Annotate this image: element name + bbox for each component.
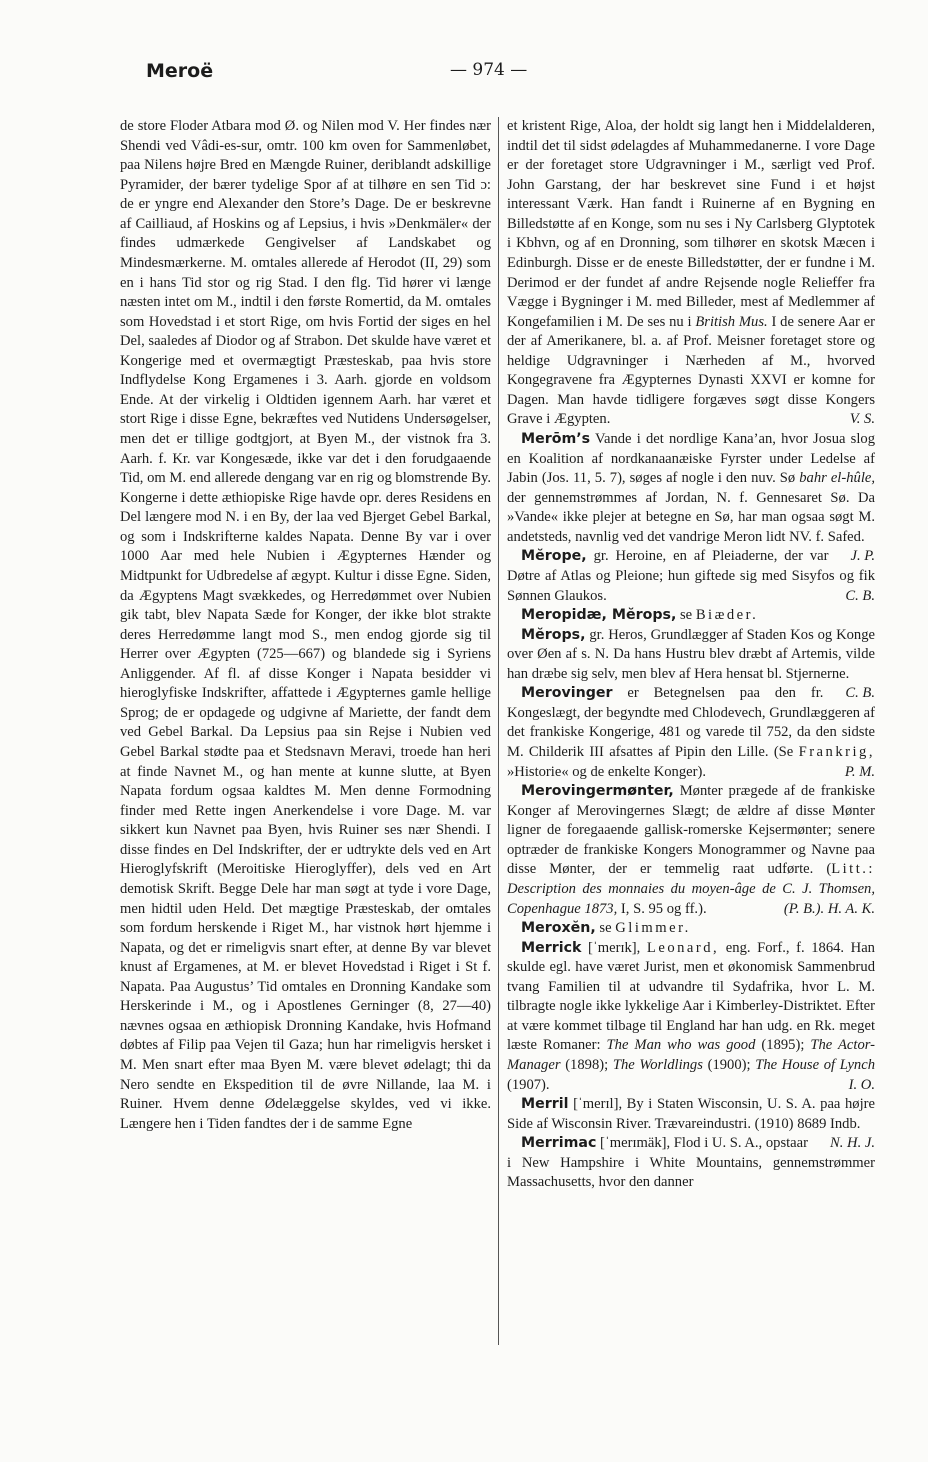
entry-text: [ˈmerɪmäk], Flod i U. S. A., opstaar i New Hampshire i White Mountains, gennemstrømmer Massachusetts, hvor den danner (507, 1135, 875, 1191)
continuation-text: et kristent Rige, Aloa, der holdt sig langt hen i Middelalderen, indtil det til sidst ødelagdes af Muhammedanerne. I vore Dage er der foretaget store Udgravninger i M., særligt ved Prof. John Garstang, der har beskrevet sine Fund i et højst interessant Værk. Han fandt i Ruinerne af en Bygning en Billedstøtte af en Konge, som nu ses i Ny Carlsberg Glyptotek i Kbhvn, og af en Dronning, som tilhører en skotsk Mæcen i Edinburgh. Disse er de eneste Billedstøtter, der er fundne i M. Derimod er der fundet af andre Rejsende nogle Relieffer fra Vægge i Bygninger i M. med Billeder, mest af Medlemmer af Kongefamilien i M. De ses nu i (507, 118, 875, 330)
literature-label: Litt.: (831, 861, 875, 878)
pronunciation: [ˈmerɪk], (588, 939, 641, 956)
headword: Meropidæ, Mĕrops, (521, 607, 677, 624)
book-title: The Man who was good (606, 1037, 756, 1054)
entry-text: eng. Forf., f. 1864. Han skulde egl. have været Jurist, men et økonomisk Sammenbrud tvang Familien til at udvandre til Sydafrika, hvor L. M. tilbragte nogle ikke lykkelige Aar i Kimberley-Distriktet. Efter at være kommet tilbage til England har han udg. en Rk. meget læste Romaner: (507, 939, 875, 1054)
entry-meropidae (507, 606, 875, 626)
entry-text: er Betegnelsen paa den fr. Kongeslægt, der begyndte med Chlodevech, Grundlæggeren af det frankiske Kongerige, 481 og varede til 752, da den sidste M. Childerik III afsattes af Pipin den Lille. (Se (507, 685, 875, 760)
author-signature: I. O. (848, 1076, 875, 1093)
headword: Mĕrope, (521, 548, 587, 565)
entry-merovingermonter (507, 782, 875, 919)
headword: Mĕrops, (521, 626, 586, 643)
left-column (120, 117, 491, 1134)
entry-merope (507, 547, 875, 606)
cross-reference: Biæder. (695, 607, 759, 624)
entry-text: Vande i det nordlige Kana’an, hvor Josua slog en Koalition af nordkanaanæiske Fyrster under Ledelse af Jabin (Jos. 11, 5. 7), søges af nogle i den nuv. Sø (507, 431, 875, 487)
entry-text: »Historie« og de enkelte Konger). (507, 763, 706, 780)
entry-text: (1895); (761, 1037, 805, 1054)
cross-reference: Frankrig, (798, 744, 875, 760)
headword: Meroxĕn, (521, 920, 596, 937)
headword: Merovinger (521, 685, 613, 702)
entry-merovinger (507, 684, 875, 782)
headword: Merril (521, 1096, 569, 1113)
author-signature: J. P. (850, 548, 875, 565)
running-head-title: Meroë (146, 60, 214, 82)
meroe-article-continuation (507, 117, 875, 430)
entry-text: (1900); (707, 1057, 751, 1073)
entry-text: gr. Heros, Grundlægger af Staden Kos og Konge over Øen af s. N. Da hans Hustru blev dræbt af Artemis, vilde han dræbe sig selv, men blev af Hera hensat bl. Stjernerne. (507, 626, 875, 682)
page-header (140, 58, 868, 90)
entry-text: se (599, 920, 612, 937)
entry-text: [ˈmerɪl], By i Staten Wisconsin, U. S. A. paa højre Side af Wisconsin River. Trævareindustri. (1910) 8689 Indb. (507, 1096, 875, 1132)
entry-italic: bahr el-hûle, (799, 470, 875, 487)
author-signature: C. B. (845, 685, 875, 702)
author-signature: N. H. J. (830, 1135, 875, 1152)
book-title: The Actor-Manager (507, 1037, 875, 1073)
column-divider (498, 117, 499, 1345)
headword: Merrimac (521, 1135, 597, 1152)
headword: Merrick (521, 939, 582, 956)
author-signature: V. S. (849, 411, 875, 428)
entry-text: gr. Heroine, en af Pleiaderne, der var Døtre af Atlas og Pleione; hun giftede sig med Sisyfos og fik Sønnen Glaukos. (507, 548, 875, 604)
headword: Merovingermønter, (521, 783, 674, 800)
entry-text: se (680, 607, 693, 624)
entry-meroxen (507, 919, 875, 939)
headword: Merōm’s (521, 431, 591, 447)
meroe-article-text: de store Floder Atbara mod Ø. og Nilen mod V. Her findes nær Shendi ved Vâdi-es-sur, omtr. 100 km oven for Sammenløbet, paa Nilens højre Bred en Mængde Ruiner, deriblandt adskillige Pyramider, der bærer tydelige Spor af at tilhøre en sen Tid ɔ: de er yngre end Alexander den Store’s Dage. De er beskrevne af Cailliaud, af Hoskins og af Lepsius, i hvis »Denkmäler« der findes udmærkede Gengivelser af Landskabet og Mindesmærkerne. M. omtales allerede af Herodot (II, 29) som en i hans Tid stor og rig Stad. I den flg. Tid hører vi længe næsten intet om M., indtil i den første Romertid, da M. omtales som Hovedstad i et stort Rige, om hvis Fortid der siges en hel Del, saaledes af Diodor og af Strabon. Det skulde have været et Kongerige med et overmægtigt Præsteskab, paa hvis store Indflydelse Kong Ergamenes i 3. Aarh. gjorde en voldsom Ende. At der virkelig i Oldtiden igennem Aarh. har været et stort Rige i disse Egne, bekræftes ved Nutidens Undersøgelser, men det er tillige godtgjort, at Byen M., der vistnok fra 3. Aarh. f. Kr. var Kongesæde, ikke var det i den forudgaaende Tid, om M. end allerede dengang var en rig og blomstrende By. Kongerne i dette æthiopiske Rige havde opr. deres Residens en Del længere mod N. i en By, der laa ved Bjerget Gebel Barkal, og som i Indskrifterne kaldes Napata. Denne By var i over 1000 Aar med hele Nubien i Ægypternes Hænder og Midtpunkt for Udbredelse af ægypt. Kultur i disse Egne. Siden, da Ægyptens Magt svækkedes, og Herredømmet over Nubien gik tabt, blev Napata Sæde for Konger, der ikke blot strakte deres Herredømme langt mod S., men endog gjorde sig til Herrer over Ægypten (725—667) og blandede sig i Syriens Anliggender. Af fl. af disse Konger i Napata besidder vi hieroglyfiske Indskrifter, affattede i Ægypternes gamle hellige Sprog; de er opdagede og udgivne af Mariette, der fandt dem ved Gebel Barkal. Da Lepsius paa sin Rejse i Nubien ved Gebel Barkal stødte paa et Stedsnavn Meravi, troede han heri at finde Navnet M., og han mente at kunne slutte, at Byen Napata fordum ogsaa kaldtes M. Men denne Formodning finder med Rette ingen Anerkendelse i vore Dage. M. var sikkert kun Navnet paa Byen, hvis Ruiner ses nær Shendi. I disse findes en Del Indskrifter, der er udtrykte dels ved en Art Hieroglyfskrift (Meroitiske Hieroglyffer), dels ved en Art demotisk Skrift. Begge Dele har man søgt at tyde i vore Dage, men hidtil uden Held. Det mægtige Præsteskab, der omtales som fordum herskende i Riget M., har vistnok hørt hjemme i Napata, og det er rimeligvis snart efter, at denne By var blevet knust af Ergamenes, at M. er blevet Hovedstad i Riget i St f. Napata. Paa Augustus’ Tid omtales en Dronning Kandake som Herskerinde i M., og i Apostlenes Gerninger (8, 27—40) nævnes ogsaa en æthiopisk Dronning Kandake, hvis Hofmand døbtes af Filip paa Vejen til Gaza; hun har rimeligvis hersket i M. Men snart efter maa Byen M. være blevet ødelagt; thi da Nero sendte en Ekspedition til de øvre Nillande, laa M. i Ruiner. Hvem denne Ødelæggelse skyldes, ved vi ikke. Længere hen i Tiden fandtes der i de samme Egne (120, 118, 491, 1132)
entry-merrick (507, 939, 875, 1096)
continuation-italic: British Mus. (695, 313, 768, 330)
continuation-text-end: I de senere Aar er der af Amerikanere, bl. a. af Prof. Meisner foretaget store og heldige Udgravninger i Nærheden af M., hvorved Kongegravene fra Ægypternes Dynasti XXVI er komne for Dagen. Man havde tidligere forgæves søgt disse Kongers Grave i Ægypten. (507, 313, 876, 428)
book-title: The House of Lynch (755, 1057, 875, 1073)
book-title: The Worldlings (612, 1057, 703, 1073)
entry-text: (1898); (565, 1057, 609, 1073)
page-number: — 974 — (450, 60, 528, 80)
person-name: Leonard, (646, 939, 720, 956)
entry-text: I, S. 95 og ff.). (620, 900, 707, 917)
right-column (507, 117, 875, 1193)
entry-text: der gennemstrømmes af Jordan, N. f. Gennesaret Sø. Da »Vande« ikke plejer at betegne en Sø, har man ogsaa søgt M. andetsteds, navnlig ved det vandrige Meron lidt NV. f. Safed. (507, 489, 875, 545)
author-signature: (P. B.). H. A. K. (783, 900, 875, 917)
entry-text: (1907). (507, 1076, 550, 1093)
entry-text: Mønter prægede af de frankiske Konger af Merovingernes Slægt; de ældre af disse Mønter ligner de foregaaende gallisk-romerske Kejsermønter; senere optræder de frankiske Kongers Monogrammer og Navne paa disse Mønter, der er temmelig raat udførte. ( (507, 783, 875, 878)
author-signature: C. B. (845, 587, 875, 604)
cross-reference: Glimmer. (615, 920, 691, 937)
author-signature: P. M. (844, 763, 875, 780)
entry-italic: Description des monnaies du moyen-âge de C. J. Thomsen, Copenhague 1873, (507, 880, 875, 917)
